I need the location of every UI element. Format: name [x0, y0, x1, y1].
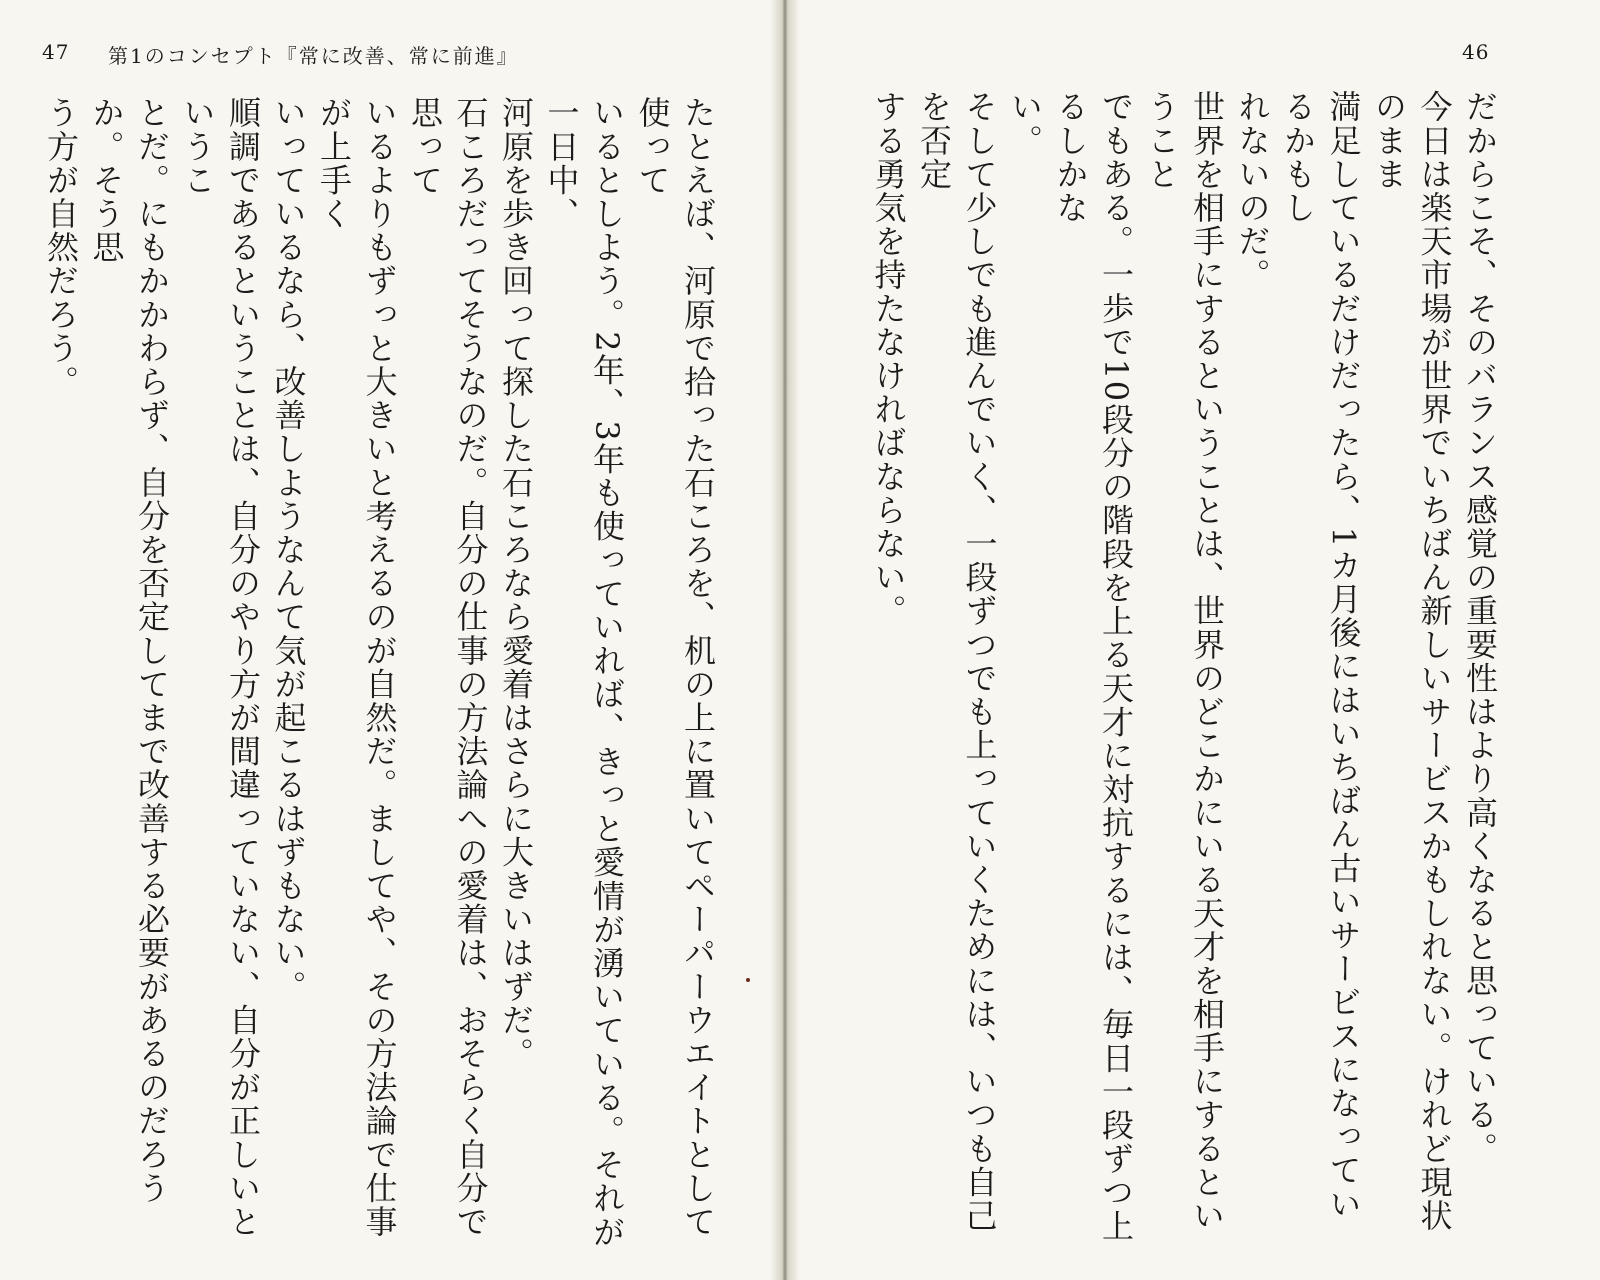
left-page-body-text: たとえば、河原で拾った石ころを、机の上に置いてペーパーウエイトとして使って いるとしよう。2年、3年も使っていれば、きっと愛情が湧いている。それが一日中、 河原を歩き回って探した石ころなら愛着はさらに大きいはずだ。 石ころだってそうなのだ。自分の仕事の方法論への愛着は、おそらく自分で思って いるよりもずっと大きいと考えるのが自然だ。ましてや、その方法論で仕事が上手く いっているなら、改善しようなんて気が起こるはずもない。 順調であるということは、自分のやり方が間違っていない、自分が正しいというこ とだ。にもかかわらず、自分を否定してまで改善する必要があるのだろうか。そう思 う方が自然だろう。: [42, 96, 717, 1249]
page-number-left: 47: [42, 40, 70, 64]
ink-speck: [746, 978, 750, 982]
page-number-right: 46: [1462, 40, 1490, 64]
running-head: 第1のコンセプト『常に改善、常に前進』: [108, 44, 519, 68]
right-page-body-text: だからこそ、そのバランス感覚の重要性はより高くなると思っている。 今日は楽天市場が世界でいちばん新しいサービスかもしれない。けれど現状のまま 満足しているだけだったら、1カ月後にはいちばん古いサービスになっているかもし れないのだ。 世界を相手にするということは、世界のどこかにいる天才を相手にするということ でもある。一歩で10段分の階段を上る天才に対抗するには、毎日一段ずつ上るしかな い。 そして少しでも進んでいく、一段ずつでも上っていくためには、いつも自己を否定 する勇気を持たなければならない。: [869, 90, 1499, 1243]
book-gutter: [770, 0, 800, 1280]
